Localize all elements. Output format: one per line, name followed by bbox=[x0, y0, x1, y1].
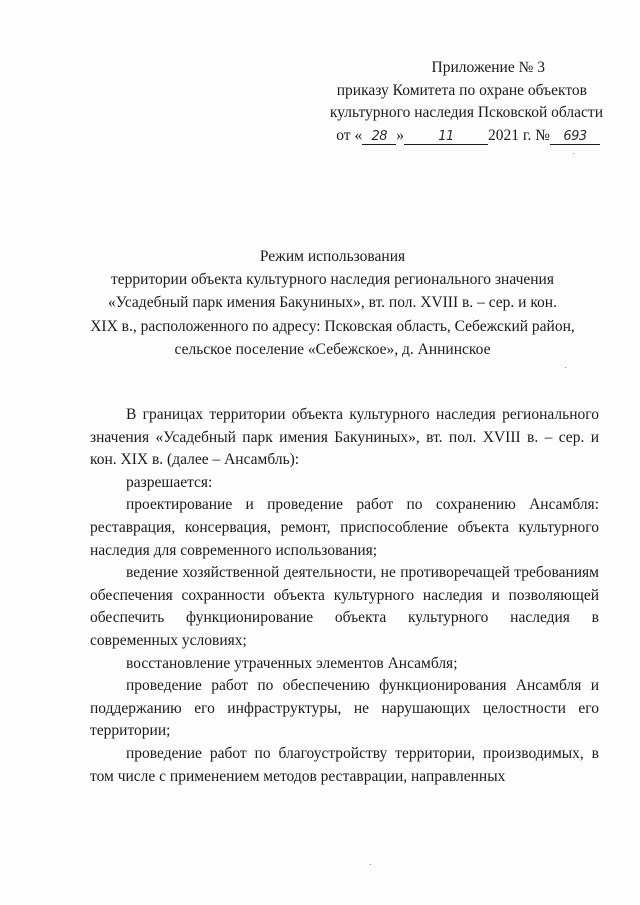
order-date-line bbox=[303, 125, 603, 148]
order-month: 11 bbox=[438, 128, 454, 144]
document-body bbox=[90, 404, 599, 788]
title-line: XIX в., расположенного по адресу: Псковская область, Себежский район, bbox=[90, 317, 575, 335]
order-year: 2021 г. № bbox=[487, 126, 550, 144]
paragraph-permitted: разрешается: bbox=[126, 473, 213, 491]
title-line: «Усадебный парк имения Бакуниных», вт. пол. XVIII в. – сер. и кон. bbox=[108, 294, 557, 312]
paragraph-economic-activity: ведение хозяйственной деятельности, не противоречащей требованиям обеспечения сохранности объекта культурного наследия и позволяющей обеспечить функционирование объекта культурного наследия в современных условиях; bbox=[90, 564, 599, 649]
appendix-number: Приложение № 3 bbox=[431, 59, 545, 76]
order-mid: » bbox=[396, 126, 404, 144]
order-month-field bbox=[404, 127, 488, 145]
title-line: территории объекта культурного наследия регионального значения bbox=[111, 271, 554, 289]
title-line: сельское поселение «Себежское», д. Аннинское bbox=[174, 340, 491, 358]
title-line: Режим использования bbox=[259, 248, 406, 265]
paragraph-intro: В границах территории объекта культурного наследия регионального значения «Усадебный парк имения Бакуниных», вт. пол. XVIII в. – сер. и кон. XIX в. (далее – Ансамбль): bbox=[90, 406, 599, 469]
paragraph-landscaping: проведение работ по благоустройству территории, производимых, в том числе с применением методов реставрации, направленных bbox=[90, 744, 599, 785]
scan-speck bbox=[565, 367, 566, 368]
order-number: 693 bbox=[563, 128, 587, 144]
appendix-committee: культурного наследия Псковской области bbox=[329, 104, 603, 121]
paragraph-infrastructure: проведение работ по обеспечению функционирования Ансамбля и поддержанию его инфраструктуры, не нарушающих целостности его территории; bbox=[90, 677, 599, 740]
paragraph-design-works: проектирование и проведение работ по сохранению Ансамбля: реставрация, консервация, ремонт, приспособление объекта культурного наследия для современного использования; bbox=[90, 496, 599, 559]
order-day: 28 bbox=[371, 128, 387, 144]
order-number-field bbox=[550, 127, 600, 145]
order-day-field bbox=[362, 127, 396, 145]
order-prefix: от « bbox=[336, 126, 363, 144]
scan-speck bbox=[573, 153, 574, 154]
appendix-order-ref: приказу Комитета по охране объектов bbox=[336, 81, 587, 99]
scan-speck bbox=[370, 864, 371, 865]
appendix-header bbox=[303, 57, 603, 147]
document-title bbox=[60, 245, 605, 361]
paragraph-restoration: восстановление утраченных элементов Ансамбля; bbox=[126, 654, 458, 672]
